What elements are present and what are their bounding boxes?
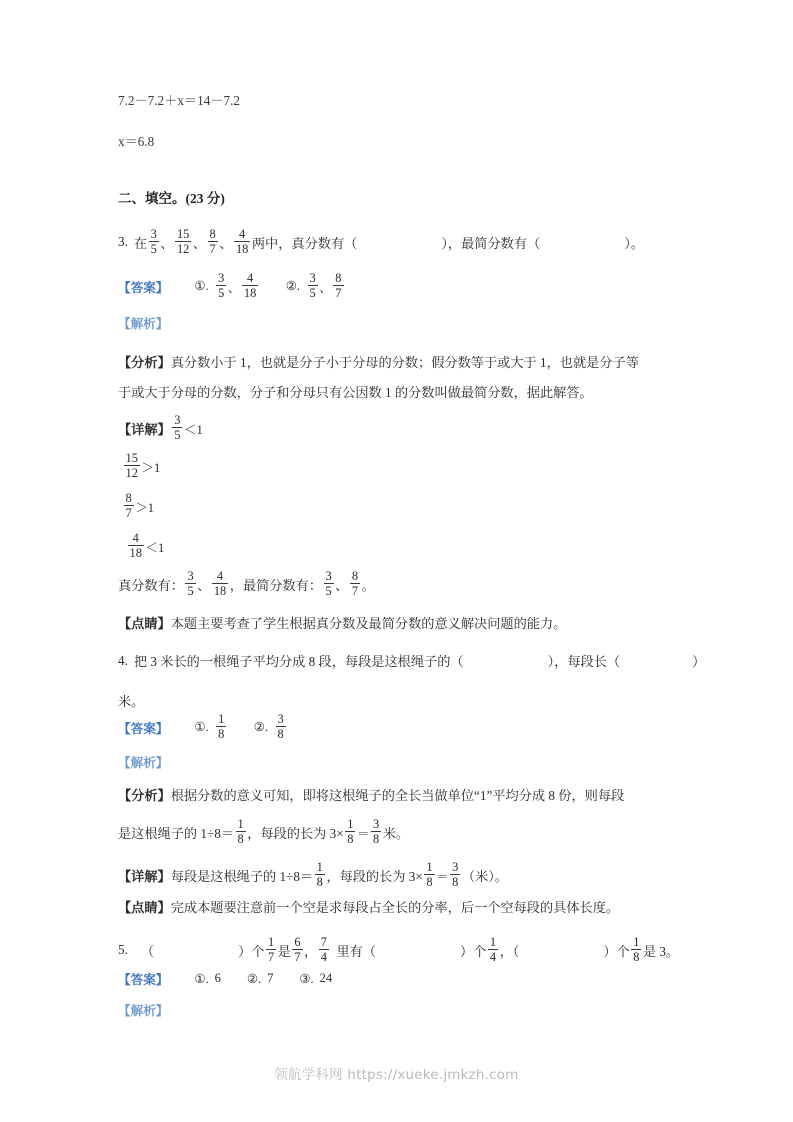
question-4-answer [118, 713, 287, 741]
fraction-8-7 [350, 570, 360, 598]
fraction-1-7 [266, 936, 276, 964]
highlight-label: 【点睛】 [118, 900, 171, 915]
detail-label: 【详解】 [118, 868, 171, 884]
denominator: 12 [125, 465, 138, 480]
stem-text: ）个 [238, 943, 265, 959]
numerator: 3 [452, 859, 459, 874]
stem-text: ）个 [460, 943, 487, 959]
numerator: 1 [426, 859, 433, 874]
numerator: 15 [125, 450, 138, 465]
question-4-analysis-label [118, 752, 168, 772]
answer-marker-2: ②. [253, 720, 269, 735]
equation-text: 7.2－7.2＋x＝14－7.2 [118, 93, 240, 108]
question-4-analyze-line-1 [118, 785, 624, 805]
answer-fraction-3-5 [216, 272, 226, 300]
top-equation-line-1 [118, 92, 240, 110]
denominator: 5 [309, 285, 316, 300]
highlight-text: 本题主要考查了学生根据真分数及最简分数的意义解决问题的能力。 [170, 616, 567, 631]
denominator: 8 [277, 726, 284, 741]
comparison: ＜1 [145, 540, 165, 555]
answer-fraction-3-5-b [308, 272, 318, 300]
fraction-3-5 [172, 414, 182, 442]
stem-text: 是 3。 [642, 943, 680, 959]
denominator: 8 [347, 831, 354, 846]
fraction-4-18 [128, 532, 144, 560]
analyze-text: 米。 [382, 825, 410, 841]
answer-fraction-8-7 [333, 272, 343, 300]
answer-fraction-4-18 [242, 272, 258, 300]
detail-text: （米）。 [461, 868, 508, 884]
numerator: 1 [316, 859, 323, 874]
question-4-highlight [118, 897, 619, 917]
question-3-highlight [118, 613, 566, 633]
answer-value-3: 24 [319, 971, 333, 985]
stem-text: 把 3 米长的一根绳子平均分成 8 段，每段是这根绳子的（ [133, 654, 464, 669]
fraction-4-18 [234, 228, 250, 256]
question-5-analysis-label [118, 1000, 168, 1020]
question-3-analyze-line-2 [118, 382, 593, 402]
equation-text: x＝6.8 [118, 134, 155, 149]
numerator: 3 [309, 270, 316, 285]
answer-value-1: 6 [214, 971, 221, 985]
denominator: 5 [187, 583, 194, 598]
numerator: 8 [209, 226, 216, 241]
stem-text: 里有（ [336, 943, 376, 959]
separator: 、 [219, 235, 233, 251]
stem-text: 在 [133, 235, 148, 251]
answer-fraction-1-8 [216, 713, 226, 741]
question-3-analysis-label [118, 313, 168, 333]
numerator: 3 [174, 412, 181, 427]
separator: 、 [335, 577, 349, 593]
denominator: 5 [150, 241, 157, 256]
denominator: 12 [176, 241, 190, 256]
highlight-label: 【点睛】 [118, 616, 171, 631]
question-3-analyze-line-1 [118, 352, 639, 372]
numerator: 1 [267, 934, 275, 949]
numerator: 1 [633, 934, 640, 949]
numerator: 8 [335, 270, 342, 285]
question-4-detail [118, 861, 508, 889]
question-number: 3. [118, 234, 128, 250]
footer-text: 领航学科网 https://xueke.jmkzh.com [274, 1067, 519, 1083]
stem-text: ，（ [499, 943, 520, 959]
comparison: ＞1 [135, 500, 155, 515]
denominator: 7 [294, 949, 301, 964]
analyze-text: 根据分数的意义可知，即将这根绳子的全长当做单位“1”平均分成 8 份，则每段 [170, 788, 625, 803]
fraction-3-5 [149, 228, 159, 256]
equals-sign: ＝ [436, 869, 449, 884]
separator: 、 [319, 280, 332, 295]
footer-watermark [0, 1063, 793, 1083]
question-number: 5. [118, 942, 128, 958]
answer-marker-1: ①. [194, 971, 209, 986]
question-5-stem [118, 936, 679, 964]
fraction-1-4 [488, 936, 498, 964]
denominator: 8 [426, 874, 433, 889]
numerator: 6 [294, 934, 301, 949]
denominator: 5 [325, 583, 332, 598]
fraction-8-7 [208, 228, 218, 256]
denominator: 8 [218, 726, 225, 741]
fraction-15-12 [175, 228, 191, 256]
numerator: 4 [216, 568, 224, 583]
fraction-1-8-b [345, 818, 355, 846]
denominator: 7 [125, 505, 132, 520]
denominator: 7 [209, 241, 216, 256]
denominator: 7 [351, 583, 359, 598]
analysis-label: 【解析】 [118, 317, 169, 331]
equals-sign: ＝ [356, 826, 370, 841]
stem-text: 是 [277, 943, 291, 959]
section-heading-text: 二、填空。(23 分) [118, 191, 225, 206]
fraction-1-8 [315, 861, 325, 889]
analyze-text: 真分数小于 1，也就是分子小于分母的分数；假分数等于或大于 1，也就是分子等 [170, 355, 639, 370]
numerator: 3 [150, 226, 157, 241]
denominator: 8 [633, 949, 640, 964]
denominator: 5 [218, 285, 225, 300]
answer-fraction-3-8 [276, 713, 286, 741]
numerator: 3 [373, 816, 380, 831]
answer-marker-1: ①. [194, 279, 209, 294]
stem-text: ），最简分数有（ [441, 235, 541, 251]
denominator: 8 [316, 874, 323, 889]
stem-text: ）个 [603, 943, 630, 959]
highlight-text: 完成本题要注意前一个空是求每段占全长的分率，后一个空每段的具体长度。 [170, 900, 620, 915]
fraction-1-8-b [424, 861, 434, 889]
separator: 、 [197, 577, 211, 593]
numerator: 15 [176, 226, 190, 241]
numerator: 8 [351, 568, 359, 583]
question-3-conclusion [118, 570, 375, 598]
analyze-label: 【分析】 [118, 355, 171, 370]
stem-text: ） [692, 654, 706, 669]
answer-value-2: 7 [267, 971, 274, 985]
question-3-detail-line-4 [126, 532, 164, 560]
analysis-label: 【解析】 [118, 756, 169, 770]
question-3-detail-line-1 [118, 414, 203, 442]
conclusion-text: 。 [361, 577, 375, 593]
fraction-8-7 [124, 492, 134, 520]
denominator: 18 [243, 285, 257, 300]
fraction-3-8 [450, 861, 460, 889]
question-4-stem-line-1 [118, 651, 705, 670]
numerator: 8 [125, 490, 132, 505]
comparison: ＞1 [141, 460, 161, 475]
analyze-text: 是这根绳子的 1÷8＝ [118, 825, 235, 841]
question-5-answer [118, 969, 332, 988]
denominator: 8 [237, 831, 244, 846]
question-4-analyze-line-2 [118, 818, 409, 846]
question-3-detail-line-2 [122, 452, 160, 480]
detail-text: ，每段的长为 3× [326, 868, 423, 884]
stem-text: ， [304, 943, 318, 959]
numerator: 3 [277, 711, 284, 726]
section-heading [118, 190, 225, 208]
conclusion-text: ，最简分数有： [229, 577, 323, 593]
question-4-stem-line-2 [118, 691, 144, 711]
denominator: 4 [320, 949, 327, 964]
numerator: 4 [239, 226, 246, 241]
separator: 、 [160, 235, 174, 251]
detail-text: 每段是这根绳子的 1÷8＝ [170, 868, 314, 884]
numerator: 1 [347, 816, 354, 831]
denominator: 4 [489, 949, 497, 964]
fraction-15-12 [124, 452, 140, 480]
top-equation-line-2 [118, 133, 154, 151]
question-3-detail-line-3 [122, 492, 154, 520]
answer-label: 【答案】 [118, 721, 169, 736]
separator: 、 [192, 235, 207, 251]
denominator: 8 [373, 831, 380, 846]
answer-marker-1: ①. [194, 720, 209, 735]
denominator: 5 [174, 427, 181, 442]
analyze-text: ，每段的长为 3× [247, 825, 344, 841]
denominator: 7 [335, 285, 342, 300]
detail-label: 【详解】 [118, 421, 171, 437]
stem-text: 米。 [118, 694, 145, 709]
fraction-3-8 [371, 818, 381, 846]
analysis-label: 【解析】 [118, 1004, 169, 1018]
answer-label: 【答案】 [118, 973, 169, 987]
denominator: 18 [213, 583, 227, 598]
analyze-label: 【分析】 [118, 788, 171, 803]
numerator: 7 [320, 934, 327, 949]
separator: 、 [227, 280, 241, 295]
fraction-3-5 [185, 570, 195, 598]
question-3-stem [118, 228, 644, 256]
denominator: 7 [267, 949, 275, 964]
stem-text: ），每段长（ [547, 654, 621, 669]
question-3-answer [118, 272, 345, 300]
fraction-1-8 [631, 936, 641, 964]
numerator: 1 [489, 934, 497, 949]
numerator: 3 [187, 568, 194, 583]
numerator: 3 [325, 568, 332, 583]
analyze-text: 于或大于分母的分数，分子和分母只有公因数 1 的分数叫做最简分数，据此解答。 [118, 385, 593, 400]
answer-marker-2: ②. [246, 971, 262, 986]
answer-marker-2: ②. [285, 279, 300, 294]
fraction-7-4 [319, 936, 329, 964]
fraction-6-7 [292, 936, 302, 964]
denominator: 18 [235, 241, 249, 256]
stem-text: 两中，真分数有（ [251, 235, 358, 251]
fraction-3-5-b [324, 570, 334, 598]
denominator: 18 [129, 545, 142, 560]
comparison: ＜1 [183, 422, 203, 437]
numerator: 4 [132, 530, 139, 545]
numerator: 1 [218, 711, 225, 726]
denominator: 8 [452, 874, 459, 889]
answer-label: 【答案】 [118, 280, 169, 295]
numerator: 4 [246, 270, 254, 285]
numerator: 3 [218, 270, 225, 285]
numerator: 1 [237, 816, 244, 831]
stem-text: （ [140, 943, 155, 959]
stem-text: ）。 [624, 235, 645, 251]
question-number: 4. [118, 652, 128, 668]
conclusion-text: 真分数有： [118, 577, 184, 593]
answer-marker-3: ③. [299, 971, 314, 986]
fraction-1-8 [236, 818, 246, 846]
fraction-4-18 [212, 570, 228, 598]
